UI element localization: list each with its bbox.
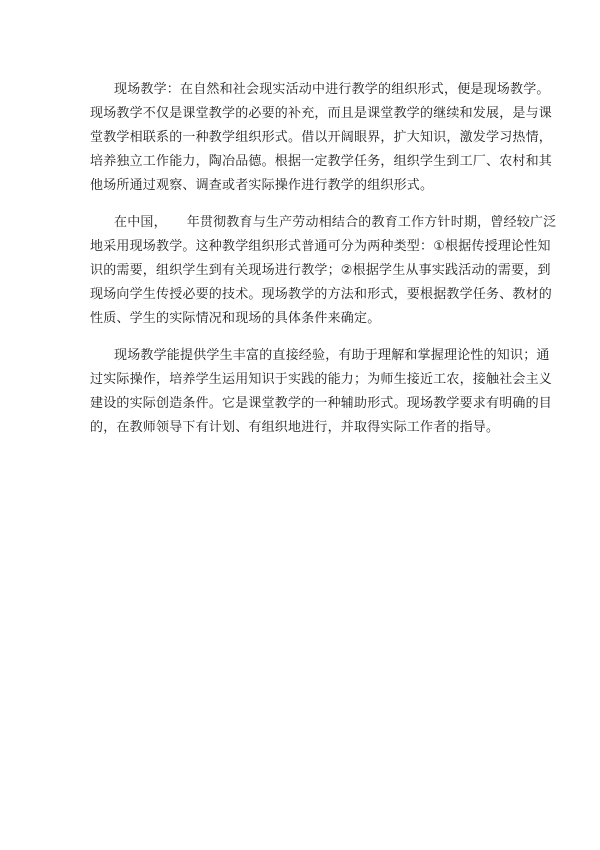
text-line: 培养独立工作能力，陶冶品德。根据一定教学任务，组织学生到工厂、农村和其 — [90, 154, 553, 169]
text-line: 他场所通过观察、调查或者实际操作进行教学的组织形式。 — [90, 178, 434, 193]
paragraph-definition — [90, 78, 553, 198]
document-body — [90, 78, 557, 454]
text-line: 地采用现场教学。这种教学组织形式普通可分为两种类型：①根据传授理论性知 — [90, 239, 551, 254]
paragraph-history — [90, 211, 557, 331]
text-line: 堂教学相联系的一种教学组织形式。借以开阔眼界，扩大知识，激发学习热情， — [90, 130, 553, 145]
text-line: 过实际操作，培养学生运用知识于实践的能力；为师生接近工农，接触社会主义 — [90, 372, 553, 387]
text-line: 建设的实际创造条件。它是课堂教学的一种辅助形式。现场教学要求有明确的目 — [90, 396, 553, 411]
text-line: 在中国， 年贯彻教育与生产劳动相结合的教育工作方针时期，曾经较广泛 — [114, 215, 557, 230]
text-line: 识的需要，组织学生到有关现场进行教学；②根据学生从事实践活动的需要，到 — [90, 263, 551, 278]
paragraph-significance — [90, 344, 553, 440]
text-line: 现场向学生传授必要的技术。现场教学的方法和形式，要根据教学任务、教材的 — [90, 287, 553, 302]
text-line: 现场教学不仅是课堂教学的必要的补充，而且是课堂教学的继续和发展，是与课 — [90, 106, 553, 121]
text-line: 性质、学生的实际情况和现场的具体条件来确定。 — [90, 311, 381, 326]
text-line: 现场教学能提供学生丰富的直接经验，有助于理解和掌握理论性的知识；通 — [114, 348, 550, 363]
text-line: 现场教学：在自然和社会现实活动中进行教学的组织形式，便是现场教学。 — [114, 82, 550, 97]
text-line: 的，在教师领导下有计划、有组织地进行，并取得实际工作者的指导。 — [90, 420, 500, 435]
